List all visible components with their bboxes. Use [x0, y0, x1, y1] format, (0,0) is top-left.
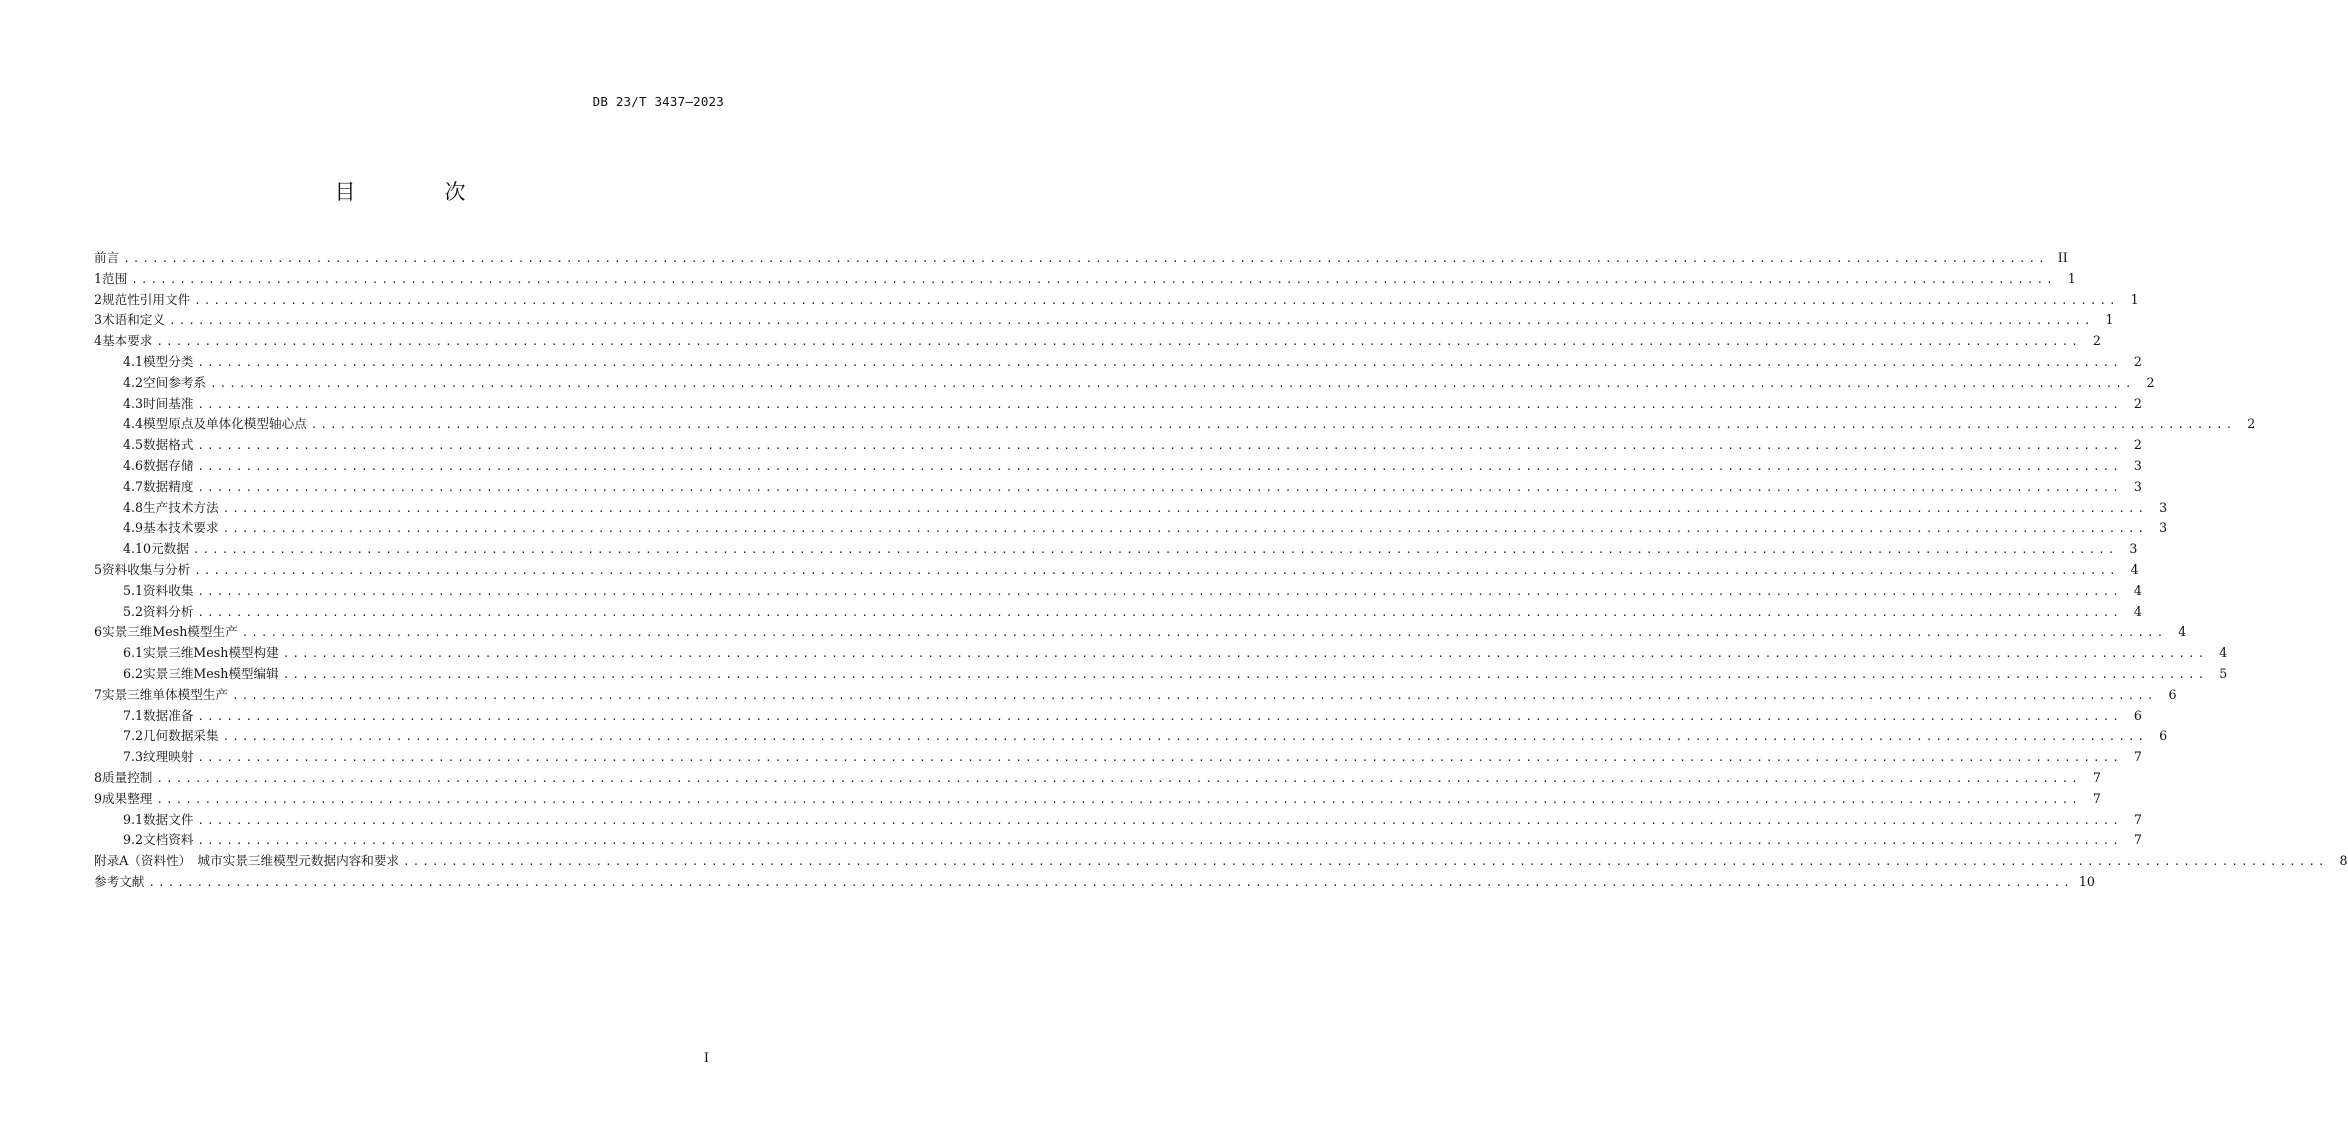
toc-entry-number: 5.1 — [123, 582, 144, 598]
toc-entry-number: 3 — [94, 312, 103, 328]
toc-entry-label: 术语和定义 — [102, 312, 165, 328]
toc-entry-page: 4 — [2178, 624, 2187, 640]
toc-entry-label: 附录A（资料性） 城市实景三维模型元数据内容和要求 — [94, 853, 400, 869]
toc-entry-number: 4.4 — [123, 416, 144, 432]
toc-leader-dots: ........................................................................................................................................................................................................ — [197, 751, 2122, 765]
toc-entry-label: 数据精度 — [143, 478, 194, 494]
toc-entry-label: 实景三维Mesh模型编辑 — [143, 665, 279, 681]
toc-entry[interactable] — [94, 456, 2142, 477]
toc-leader-dots: ........................................................................................................................................................................................................ — [210, 376, 2135, 390]
toc-entry-label: 规范性引用文件 — [102, 291, 191, 307]
toc-leader-dots: ........................................................................................................................................................................................................ — [197, 813, 2122, 827]
toc-leader-dots: ........................................................................................................................................................................................................ — [231, 688, 2157, 702]
toc-entry-number: 1 — [94, 270, 103, 286]
toc-leader-dots: ........................................................................................................................................................................................................ — [197, 480, 2122, 494]
toc-leader-dots: ........................................................................................................................................................................................................ — [197, 709, 2122, 723]
toc-leader-dots: ........................................................................................................................................................................................................ — [168, 314, 2094, 328]
toc-entry-label: 空间参考系 — [143, 374, 206, 390]
toc-entry-number: 4.10 — [123, 541, 152, 557]
toc-entry-number: 4.2 — [123, 374, 144, 390]
toc-entry[interactable] — [94, 664, 2228, 685]
toc-leader-dots: ........................................................................................................................................................................................................ — [156, 335, 2081, 349]
toc-entry-label: 资料收集与分析 — [102, 561, 191, 577]
toc-entry-number: 4.5 — [123, 437, 144, 453]
toc-entry-label: 资料分析 — [143, 603, 194, 619]
toc-entry-page: 7 — [2092, 769, 2101, 785]
table-of-contents — [94, 248, 2348, 893]
toc-entry-page: 3 — [2159, 520, 2168, 536]
toc-entry-label: 基本要求 — [102, 333, 153, 349]
toc-entry-page: 6 — [2168, 686, 2177, 702]
toc-leader-dots: ........................................................................................................................................................................................................ — [197, 397, 2122, 411]
toc-entry-page: 2 — [2247, 416, 2256, 432]
toc-entry-label: 实景三维Mesh模型生产 — [102, 624, 238, 640]
toc-entry[interactable] — [94, 706, 2142, 727]
toc-entry-number: 9.2 — [123, 832, 144, 848]
toc-entry-page: 1 — [2067, 270, 2076, 286]
toc-entry-page: 4 — [2219, 645, 2228, 661]
toc-entry[interactable] — [94, 498, 2168, 519]
toc-entry-number: 4.3 — [123, 395, 144, 411]
toc-entry-label: 数据存储 — [143, 457, 194, 473]
toc-entry-page: II — [2057, 250, 2068, 265]
toc-leader-dots: ........................................................................................................................................................................................................ — [156, 792, 2081, 806]
toc-entry-label: 几何数据采集 — [143, 728, 219, 744]
toc-leader-dots: ........................................................................................................................................................................................................ — [282, 647, 2208, 661]
toc-entry-label: 模型分类 — [143, 353, 194, 369]
toc-entry-number: 4.6 — [123, 457, 144, 473]
toc-entry-number: 7.3 — [123, 749, 144, 765]
toc-entry-page: 3 — [2133, 478, 2142, 494]
toc-leader-dots: ........................................................................................................................................................................................................ — [148, 875, 2073, 889]
toc-entry[interactable] — [94, 789, 2101, 810]
toc-entry-number: 4 — [94, 333, 103, 349]
toc-entry-page: 7 — [2133, 749, 2142, 765]
toc-leader-dots: ........................................................................................................................................................................................................ — [310, 418, 2236, 432]
toc-entry-page: 5 — [2219, 665, 2228, 681]
toc-entry-page: 4 — [2130, 561, 2139, 577]
toc-entry[interactable] — [94, 373, 2155, 394]
toc-entry-label: 基本技术要求 — [143, 520, 219, 536]
toc-entry-page: 4 — [2133, 582, 2142, 598]
toc-entry-label: 文档资料 — [143, 832, 194, 848]
toc-leader-dots: ........................................................................................................................................................................................................ — [194, 563, 2119, 577]
toc-entry-number: 7.1 — [123, 707, 144, 723]
toc-entry-number: 9 — [94, 790, 103, 806]
toc-entry-label: 成果整理 — [102, 790, 153, 806]
toc-entry[interactable] — [94, 747, 2142, 768]
toc-leader-dots: ........................................................................................................................................................................................................ — [197, 459, 2122, 473]
toc-entry[interactable] — [94, 685, 2177, 706]
toc-entry-page: 2 — [2133, 437, 2142, 453]
toc-entry-number: 6.2 — [123, 665, 144, 681]
toc-leader-dots: ........................................................................................................................................................................................................ — [194, 293, 2119, 307]
toc-entry-page: 3 — [2159, 499, 2168, 515]
toc-entry-page: 7 — [2133, 832, 2142, 848]
toc-leader-dots: ........................................................................................................................................................................................................ — [192, 543, 2118, 557]
toc-entry-page: 3 — [2133, 457, 2142, 473]
toc-entry-label: 元数据 — [151, 541, 189, 557]
toc-entry-label: 质量控制 — [102, 769, 153, 785]
toc-entry[interactable] — [94, 810, 2142, 831]
toc-entry-number: 4.7 — [123, 478, 144, 494]
toc-entry-label: 数据格式 — [143, 437, 194, 453]
toc-entry[interactable] — [94, 726, 2168, 747]
toc-entry[interactable] — [94, 331, 2101, 352]
toc-leader-dots: ........................................................................................................................................................................................................ — [131, 272, 2056, 286]
toc-entry[interactable] — [94, 560, 2139, 581]
toc-entry-label: 数据文件 — [143, 811, 194, 827]
toc-entry[interactable] — [94, 851, 2348, 872]
toc-entry-number: 6 — [94, 624, 103, 640]
toc-entry-page: 1 — [2105, 312, 2114, 328]
toc-entry[interactable] — [94, 518, 2168, 539]
toc-entry-page: 7 — [2133, 811, 2142, 827]
toc-entry[interactable] — [94, 248, 2068, 269]
toc-entry-label: 范围 — [102, 270, 128, 286]
toc-entry-page: 10 — [2078, 873, 2095, 889]
toc-entry[interactable] — [94, 414, 2256, 435]
toc-entry-page: 2 — [2133, 353, 2142, 369]
toc-entry-label: 数据准备 — [143, 707, 194, 723]
toc-leader-dots: ........................................................................................................................................................................................................ — [222, 522, 2148, 536]
toc-leader-dots: ........................................................................................................................................................................................................ — [197, 439, 2122, 453]
toc-entry-number: 6.1 — [123, 645, 144, 661]
toc-entry-label: 资料收集 — [143, 582, 194, 598]
toc-entry-label: 生产技术方法 — [143, 499, 219, 515]
toc-leader-dots: ........................................................................................................................................................................................................ — [123, 252, 2048, 265]
toc-entry[interactable] — [94, 269, 2076, 290]
toc-leader-dots: ........................................................................................................................................................................................................ — [403, 855, 2328, 869]
toc-entry-number: 9.1 — [123, 811, 144, 827]
toc-entry[interactable] — [94, 602, 2142, 623]
toc-leader-dots: ........................................................................................................................................................................................................ — [197, 605, 2122, 619]
toc-entry-label: 实景三维单体模型生产 — [102, 686, 228, 702]
toc-entry-number: 5.2 — [123, 603, 144, 619]
toc-entry-page: 6 — [2133, 707, 2142, 723]
toc-entry-label: 时间基准 — [143, 395, 194, 411]
toc-entry[interactable] — [94, 581, 2142, 602]
toc-entry-number: 4.8 — [123, 499, 144, 515]
page-title: 目 次 — [334, 180, 500, 204]
toc-entry-page: 4 — [2133, 603, 2142, 619]
toc-entry-number: 4.1 — [123, 353, 144, 369]
toc-entry-number: 7 — [94, 686, 103, 702]
toc-entry[interactable] — [94, 477, 2142, 498]
toc-entry[interactable] — [94, 290, 2139, 311]
toc-leader-dots: ........................................................................................................................................................................................................ — [197, 355, 2122, 369]
page-number: I — [703, 1051, 709, 1066]
toc-leader-dots: ........................................................................................................................................................................................................ — [241, 626, 2167, 640]
toc-leader-dots: ........................................................................................................................................................................................................ — [156, 771, 2081, 785]
toc-entry-number: 4.9 — [123, 520, 144, 536]
toc-leader-dots: ........................................................................................................................................................................................................ — [197, 834, 2122, 848]
toc-entry[interactable] — [94, 643, 2228, 664]
toc-entry-label: 参考文献 — [94, 873, 145, 889]
toc-entry-page: 7 — [2092, 790, 2101, 806]
toc-entry[interactable] — [94, 394, 2142, 415]
toc-entry[interactable] — [94, 310, 2114, 331]
toc-entry-label: 模型原点及单体化模型轴心点 — [143, 416, 307, 432]
toc-entry-page: 6 — [2159, 728, 2168, 744]
toc-entry-number: 8 — [94, 769, 103, 785]
toc-entry[interactable] — [94, 435, 2142, 456]
toc-entry-label: 前言 — [94, 250, 120, 265]
standard-code: DB 23/T 3437—2023 — [592, 94, 724, 109]
toc-leader-dots: ........................................................................................................................................................................................................ — [222, 730, 2148, 744]
toc-entry-page: 8 — [2339, 853, 2348, 869]
toc-entry-number: 5 — [94, 561, 103, 577]
toc-leader-dots: ........................................................................................................................................................................................................ — [282, 667, 2208, 681]
toc-entry-number: 2 — [94, 291, 103, 307]
toc-entry[interactable] — [94, 622, 2187, 643]
toc-entry-page: 2 — [2146, 374, 2155, 390]
toc-entry[interactable] — [94, 830, 2142, 851]
toc-entry[interactable] — [94, 872, 2095, 893]
toc-leader-dots: ........................................................................................................................................................................................................ — [197, 584, 2122, 598]
toc-entry-page: 1 — [2130, 291, 2139, 307]
toc-entry[interactable] — [94, 768, 2101, 789]
toc-entry-number: 7.2 — [123, 728, 144, 744]
toc-entry-page: 3 — [2129, 541, 2138, 557]
toc-entry[interactable] — [94, 539, 2138, 560]
toc-leader-dots: ........................................................................................................................................................................................................ — [222, 501, 2148, 515]
toc-entry[interactable] — [94, 352, 2142, 373]
toc-entry-label: 纹理映射 — [143, 749, 194, 765]
toc-entry-page: 2 — [2092, 333, 2101, 349]
toc-entry-label: 实景三维Mesh模型构建 — [143, 645, 279, 661]
toc-entry-page: 2 — [2133, 395, 2142, 411]
